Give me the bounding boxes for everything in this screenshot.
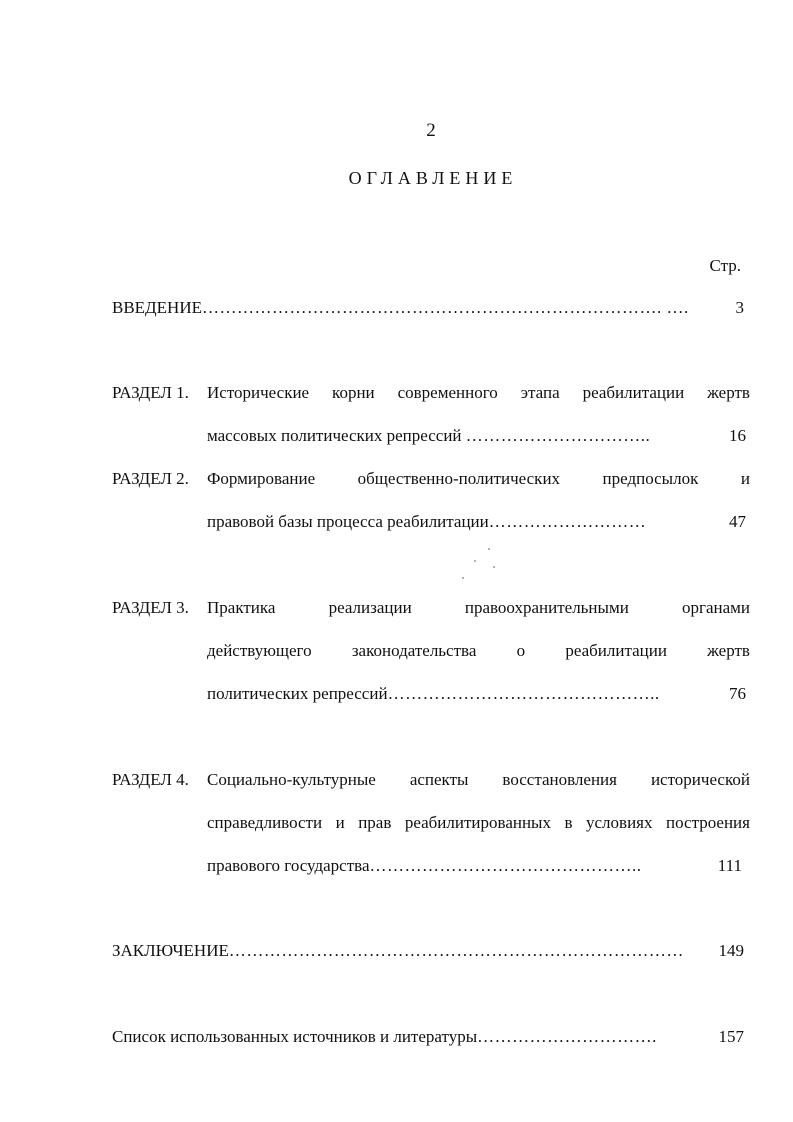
toc-page-ref: 157 [713,1027,745,1047]
title-word: корни [332,383,375,402]
scan-speck [462,577,464,579]
section-title-line [207,469,750,489]
section-title-line [207,770,750,790]
title-word: условиях [586,813,653,832]
toc-entry-title: Список использованных источников и литературы [112,1027,478,1046]
section-title-line [207,813,750,833]
page-number: 2 [426,120,436,141]
toc-entry-title: массовых политических репрессий [207,426,462,445]
title-word: прав [358,813,392,832]
toc-page-ref: 16 [723,426,746,446]
toc-leader-dots: ……………………………………………………………………. …. [201,298,689,317]
title-word: Исторические [207,383,310,402]
page-title: ОГЛАВЛЕНИЕ [348,168,518,188]
toc-entry-title: ЗАКЛЮЧЕНИЕ [112,941,229,960]
title-word: правоохранительными [464,598,629,617]
toc-entry-title: правовой базы процесса реабилитации [207,512,489,531]
title-word: реабилитированных [404,813,551,832]
title-word: органами [681,598,750,617]
section-title-line [207,383,750,403]
toc-entry-section2 [207,512,750,532]
toc-page-ref: 111 [712,856,742,876]
scan-speck [488,548,490,550]
toc-page-ref: 149 [713,941,745,961]
toc-entry-title: правового государства [207,856,370,875]
section-label: РАЗДЕЛ 1. [112,383,189,402]
toc-entry-section1 [207,426,750,446]
toc-entry-title: политических репрессий [207,684,388,703]
title-word: в [564,813,573,832]
title-word: Формирование [207,469,316,488]
title-word: Практика [207,598,276,617]
title-word: предпосылок [602,469,699,488]
title-word: реализации [328,598,412,617]
toc-entry-section4 [207,856,750,876]
toc-entry-conclusion [112,941,750,961]
section-title-line [207,641,750,661]
title-word: аспекты [409,770,469,789]
toc-leader-dots: …………………………. [477,1027,657,1046]
title-word: жертв [707,641,750,660]
title-word: реабилитации [565,641,667,660]
title-word: современного [397,383,498,402]
title-word: и [335,813,345,832]
title-word: действующего [207,641,312,660]
section-label: РАЗДЕЛ 2. [112,469,189,488]
toc-entry-intro [112,298,750,318]
title-word: исторической [650,770,750,789]
toc-entry-title: ВВЕДЕНИЕ [112,298,202,317]
toc-leader-dots: …………………………………………………………………… [228,941,684,960]
title-word: реабилитации [582,383,685,402]
toc-page-ref: 76 [723,684,746,704]
title-word: справедливости [207,813,323,832]
title-word: построения [666,813,750,832]
title-word: восстановления [502,770,617,789]
section-label: РАЗДЕЛ 4. [112,770,189,789]
title-word: и [740,469,750,488]
title-word: о [516,641,526,660]
title-word: общественно-политических [357,469,561,488]
scan-speck [474,560,476,562]
scan-speck [493,566,495,568]
page-column-label: Стр. [709,256,741,275]
section-label: РАЗДЕЛ 3. [112,598,189,617]
toc-page-ref: 3 [730,298,745,318]
toc-leader-dots: ………………………….. [465,426,651,445]
toc-page-ref: 47 [723,512,746,532]
toc-leader-dots: ……………………………………….. [387,684,660,703]
title-word: этапа [520,383,560,402]
toc-entry-sources [112,1027,750,1047]
title-word: законодательства [351,641,477,660]
toc-leader-dots: ……………………… [488,512,647,531]
toc-leader-dots: ……………………………………….. [369,856,642,875]
title-word: жертв [707,383,750,402]
title-word: Социально-культурные [207,770,376,789]
section-title-line [207,598,750,618]
toc-entry-section3 [207,684,750,704]
